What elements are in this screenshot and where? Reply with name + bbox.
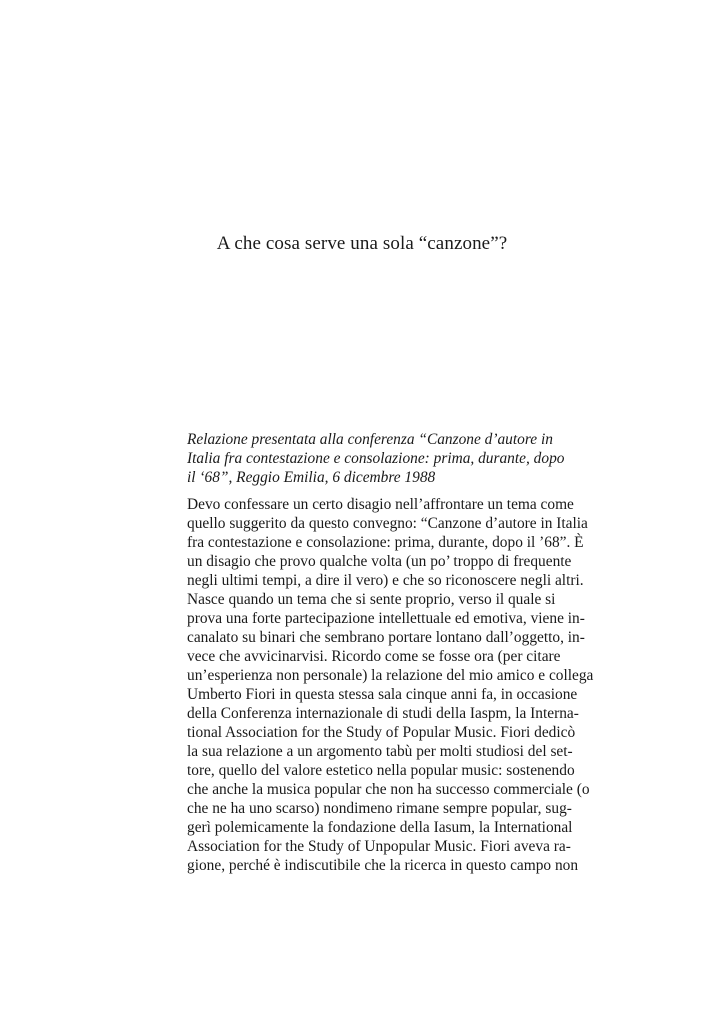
body-line: che anche la musica popular che non ha successo commerciale (o [187, 781, 590, 798]
body-paragraph [187, 495, 594, 875]
body-line: un disagio che provo qualche volta (un po’ troppo di frequente [187, 553, 572, 570]
body-line: prova una forte partecipazione intellettuale ed emotiva, viene in- [187, 610, 585, 627]
body-line: fra contestazione e consolazione: prima, durante, dopo il ’68”. È [187, 534, 584, 551]
body-line: Umberto Fiori in questa stessa sala cinque anni fa, in occasione [187, 686, 578, 703]
body-line: gione, perché è indiscutibile che la ricerca in questo campo non [187, 857, 579, 874]
body-line: Association for the Study of Unpopular Music. Fiori aveva ra- [187, 838, 571, 855]
subtitle-line: il ‘68”, Reggio Emilia, 6 dicembre 1988 [187, 469, 436, 486]
chapter-title: A che cosa serve una sola “canzone”? [216, 233, 508, 254]
subtitle-line: Relazione presentata alla conferenza “Canzone d’autore in [187, 431, 553, 448]
body-line: negli ultimi tempi, a dire il vero) e che so riconoscere negli altri. [187, 572, 584, 589]
body-line: quello suggerito da questo convegno: “Canzone d’autore in Italia [187, 515, 588, 532]
body-line: la sua relazione a un argomento tabù per molti studiosi del set- [187, 743, 573, 760]
body-line: canalato su binari che sembrano portare lontano dall’oggetto, in- [187, 629, 585, 646]
chapter-subtitle [187, 430, 565, 487]
body-line: vece che avvicinarvisi. Ricordo come se fosse ora (per citare [187, 648, 561, 665]
body-line: che ne ha uno scarso) nondimeno rimane sempre popular, sug- [187, 800, 572, 817]
body-line: tore, quello del valore estetico nella popular music: sostenendo [187, 762, 575, 779]
body-line: gerì polemicamente la fondazione della Iasum, la International [187, 819, 573, 836]
subtitle-line: Italia fra contestazione e consolazione: prima, durante, dopo [187, 450, 565, 467]
body-line: un’esperienza non personale) la relazione del mio amico e collega [187, 667, 594, 684]
body-line: tional Association for the Study of Popular Music. Fiori dedicò [187, 724, 576, 741]
body-line: Nasce quando un tema che si sente proprio, verso il quale si [187, 591, 556, 608]
body-line: della Conferenza internazionale di studi della Iaspm, la Interna- [187, 705, 579, 722]
body-line: Devo confessare un certo disagio nell’affrontare un tema come [187, 496, 574, 513]
